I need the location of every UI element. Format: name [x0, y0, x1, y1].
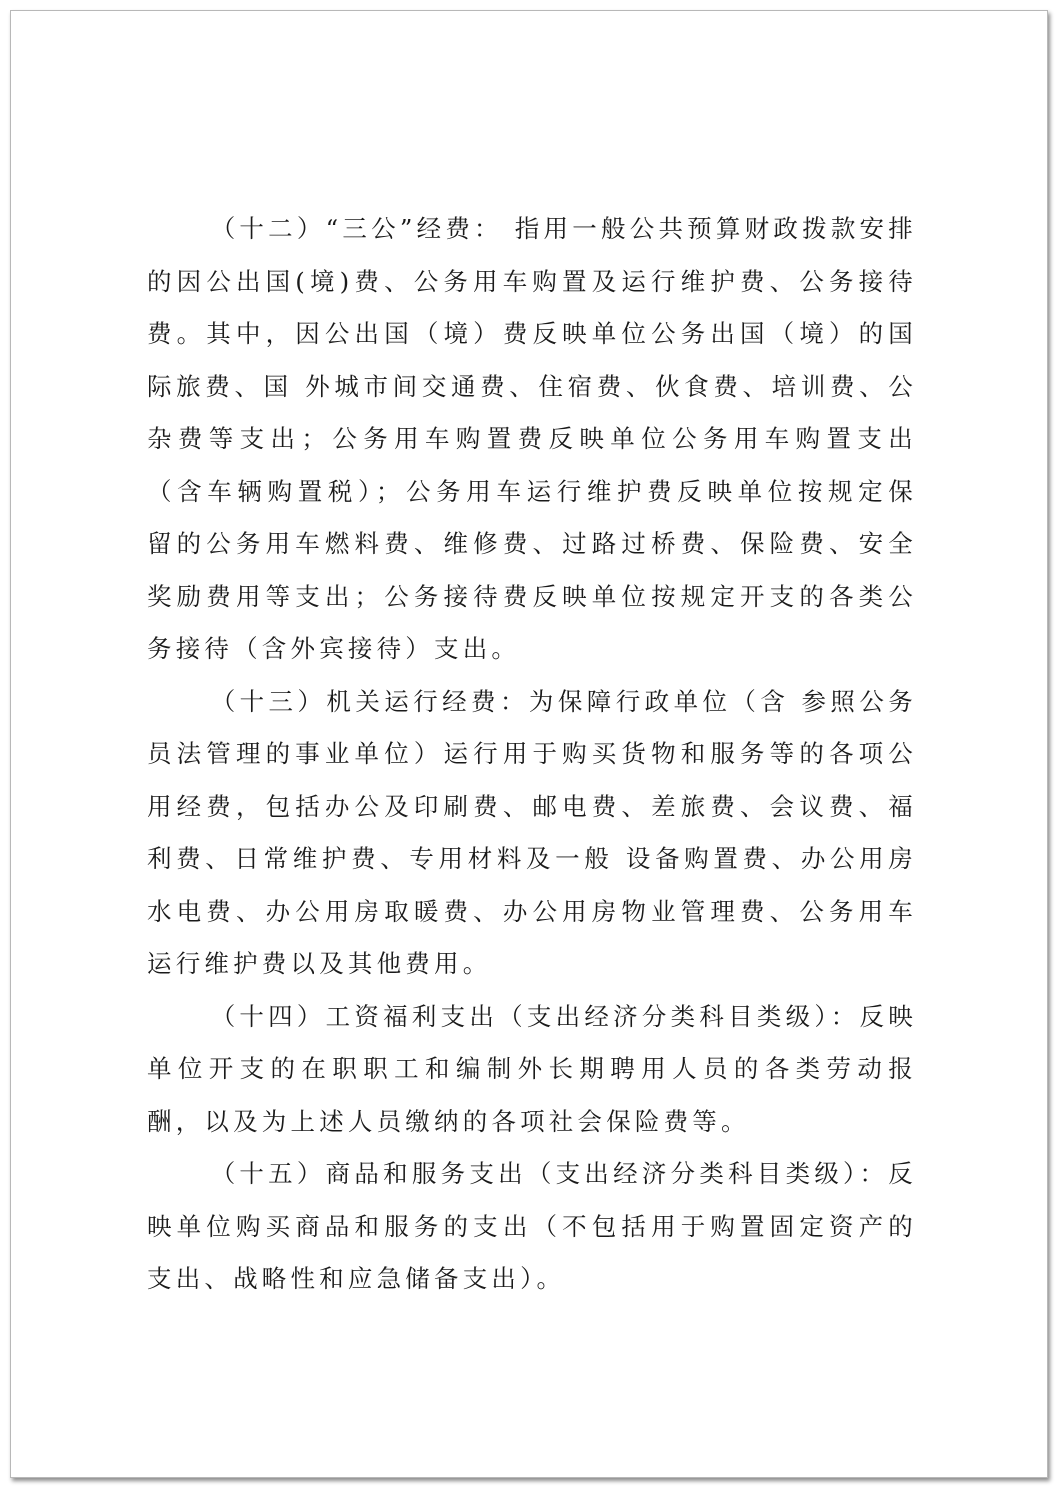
paragraph-goods-services-expenditure: （十五）商品和服务支出（支出经济分类科目类级）：反映单位购买商品和服务的支出（不包括用于购置固定资产的支出、战略性和应急储备支出）。 [147, 1159, 917, 1293]
paragraph-three-public-expenses: （十二）“三公”经费： 指用一般公共预算财政拨款安排的因公出国(境)费、公务用车购置及运行维护费、公务接待费。其中，因公出国（境）费反映单位公务出国（境）的国际旅费、国 外城市间交通费、住宿费、伙食费、培训费、公杂费等支出；公务用车购置费反映单位公务用车购置支出（含车辆购置税）；公务用车运行维护费反映单位按规定保 留的公务用车燃料费、维修费、过路过桥费、保险费、安全奖励费用等支出；公务接待费反映单位按规定开支的各类公务接待（含外宾接待）支出。 [147, 214, 917, 663]
paragraph-wage-welfare-expenditure: （十四）工资福利支出（支出经济分类科目类级）：反映单位开支的在职职工和编制外长期聘用人员的各类劳动报酬，以及为上述人员缴纳的各项社会保险费等。 [147, 1001, 917, 1136]
paragraph-agency-operating-expenses: （十三）机关运行经费：为保障行政单位（含 参照公务员法管理的事业单位）运行用于购买货物和服务等的各项公用经费，包括办公及印刷费、邮电费、差旅费、会议费、福利费、日常维护费、专用材料及一般 设备购置费、办公用房水电费、办公用房取暖费、办公用房物业管理费、公务用车运行维护费以及其他费用。 [147, 686, 917, 978]
document-body [147, 203, 917, 1306]
